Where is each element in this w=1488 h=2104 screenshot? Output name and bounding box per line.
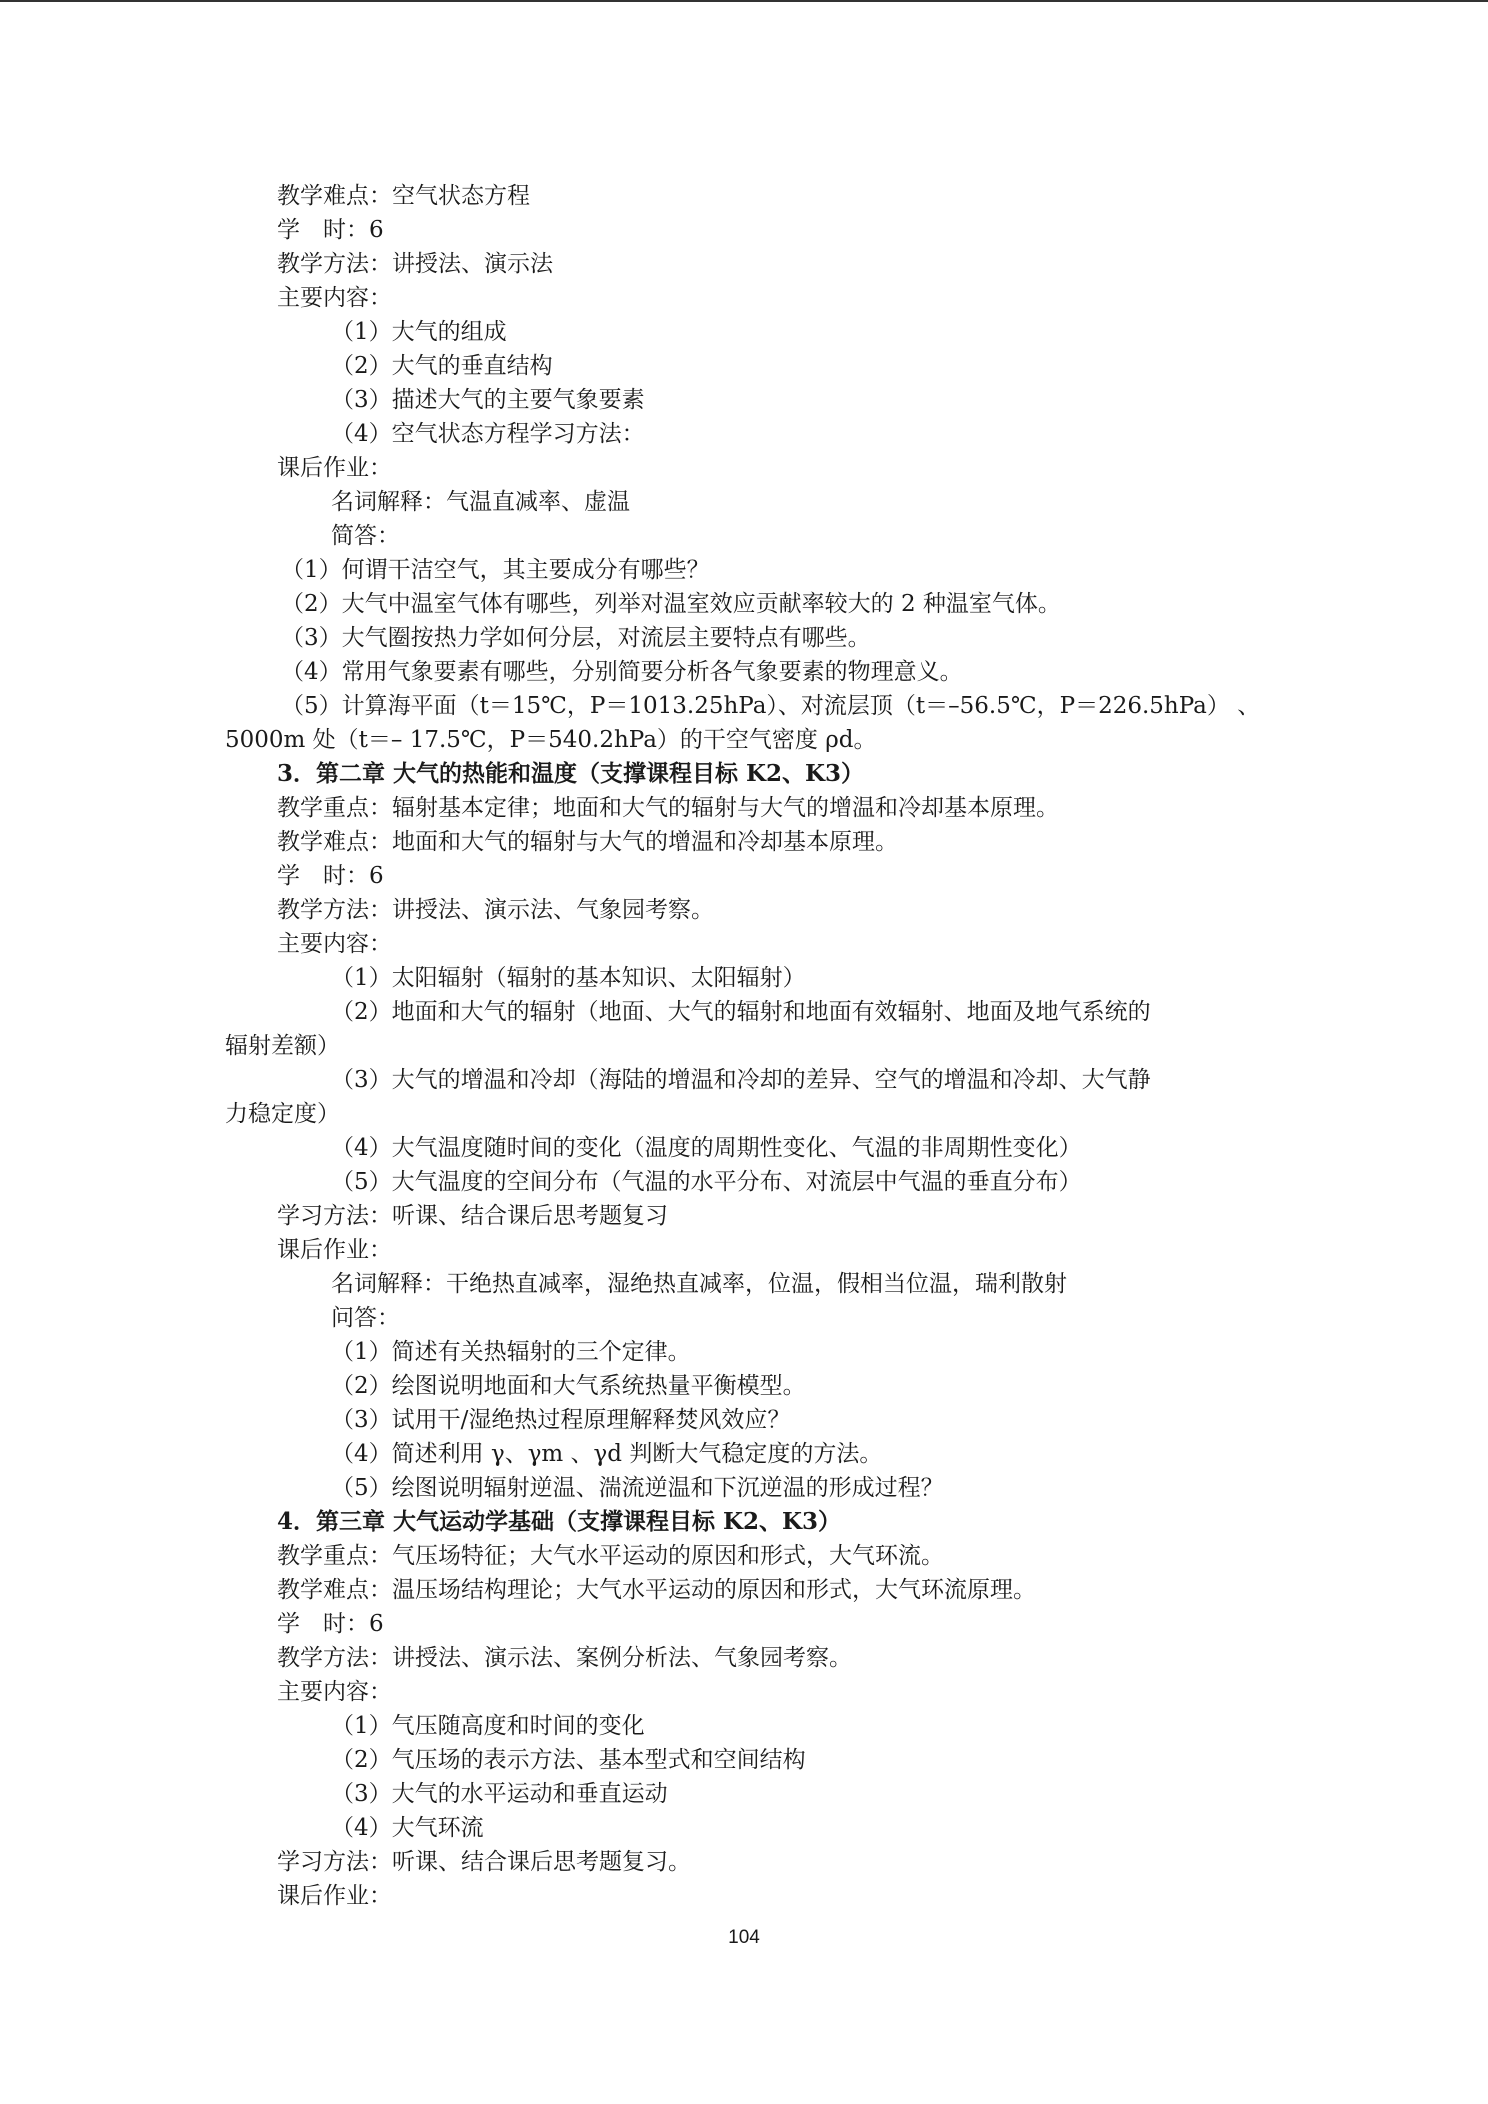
list-item: （4）空气状态方程学习方法：	[331, 421, 645, 447]
text-line: 5000m 处（t＝– 17.5℃，P＝540.2hPa）的干空气密度 ρd。	[225, 727, 877, 753]
top-border-line	[0, 0, 1488, 2]
text-line: 名词解释：干绝热直减率，湿绝热直减率，位温，假相当位温，瑞利散射	[331, 1271, 1067, 1297]
list-item: （2）地面和大气的辐射（地面、大气的辐射和地面有效辐射、地面及地气系统的	[331, 999, 1151, 1025]
list-item: （4）简述利用 γ、γm 、γd 判断大气稳定度的方法。	[331, 1441, 883, 1467]
text-line: 教学难点：空气状态方程	[277, 183, 530, 209]
list-item: （1）气压随高度和时间的变化	[331, 1713, 645, 1739]
text-line: 教学重点：气压场特征；大气水平运动的原因和形式，大气环流。	[277, 1543, 944, 1569]
list-item: （1）大气的组成	[331, 319, 507, 345]
text-line: 学习方法：听课、结合课后思考题复习。	[277, 1849, 691, 1875]
text-line: 课后作业：	[277, 1883, 392, 1909]
text-line: 名词解释：气温直减率、虚温	[331, 489, 630, 515]
list-item: （5）计算海平面（t＝15℃，P＝1013.25hPa）、对流层顶（t＝–56.5℃，P＝226.5hPa） 、	[281, 693, 1261, 719]
list-item: （2）气压场的表示方法、基本型式和空间结构	[331, 1747, 806, 1773]
list-item: （3）试用干/湿绝热过程原理解释焚风效应？	[331, 1407, 791, 1433]
text-line: 学 时：6	[277, 1611, 384, 1637]
list-item: （2）绘图说明地面和大气系统热量平衡模型。	[331, 1373, 806, 1399]
list-item: （3）大气的水平运动和垂直运动	[331, 1781, 668, 1807]
text-line: 学习方法：听课、结合课后思考题复习	[277, 1203, 668, 1229]
text-line: 主要内容：	[277, 1679, 392, 1705]
list-item: （5）大气温度的空间分布（气温的水平分布、对流层中气温的垂直分布）	[331, 1169, 1082, 1195]
text-line: 教学方法：讲授法、演示法、案例分析法、气象园考察。	[277, 1645, 852, 1671]
chapter-heading: 3．第二章 大气的热能和温度（支撑课程目标 K2、K3）	[277, 760, 865, 787]
text-line: 力稳定度）	[225, 1101, 340, 1127]
text-line: 主要内容：	[277, 931, 392, 957]
chapter-heading: 4．第三章 大气运动学基础（支撑课程目标 K2、K3）	[277, 1508, 842, 1535]
list-item: （4）常用气象要素有哪些，分别简要分析各气象要素的物理意义。	[281, 659, 963, 685]
list-item: （1）简述有关热辐射的三个定律。	[331, 1339, 691, 1365]
list-item: （1）何谓干洁空气，其主要成分有哪些？	[281, 557, 710, 583]
page-number: 104	[728, 1927, 760, 1948]
text-line: 教学方法：讲授法、演示法、气象园考察。	[277, 897, 714, 923]
text-line: 学 时：6	[277, 217, 384, 243]
text-line: 课后作业：	[277, 1237, 392, 1263]
list-item: （3）描述大气的主要气象要素	[331, 387, 645, 413]
text-line: 学 时：6	[277, 863, 384, 889]
text-line: 辐射差额）	[225, 1033, 340, 1059]
text-line: 教学难点：温压场结构理论；大气水平运动的原因和形式，大气环流原理。	[277, 1577, 1036, 1603]
list-item: （5）绘图说明辐射逆温、湍流逆温和下沉逆温的形成过程？	[331, 1475, 944, 1501]
text-line: 课后作业：	[277, 455, 392, 481]
list-item: （3）大气的增温和冷却（海陆的增温和冷却的差异、空气的增温和冷却、大气静	[331, 1067, 1151, 1093]
list-item: （4）大气温度随时间的变化（温度的周期性变化、气温的非周期性变化）	[331, 1135, 1082, 1161]
text-line: 教学难点：地面和大气的辐射与大气的增温和冷却基本原理。	[277, 829, 898, 855]
text-line: 简答：	[331, 523, 400, 549]
list-item: （3）大气圈按热力学如何分层，对流层主要特点有哪些。	[281, 625, 871, 651]
list-item: （2）大气的垂直结构	[331, 353, 553, 379]
text-line: 主要内容：	[277, 285, 392, 311]
list-item: （1）太阳辐射（辐射的基本知识、太阳辐射）	[331, 965, 806, 991]
text-line: 问答：	[331, 1305, 400, 1331]
text-line: 教学方法：讲授法、演示法	[277, 251, 553, 277]
list-item: （2）大气中温室气体有哪些，列举对温室效应贡献率较大的 2 种温室气体。	[281, 591, 1061, 617]
list-item: （4）大气环流	[331, 1815, 484, 1841]
text-line: 教学重点：辐射基本定律；地面和大气的辐射与大气的增温和冷却基本原理。	[277, 795, 1059, 821]
